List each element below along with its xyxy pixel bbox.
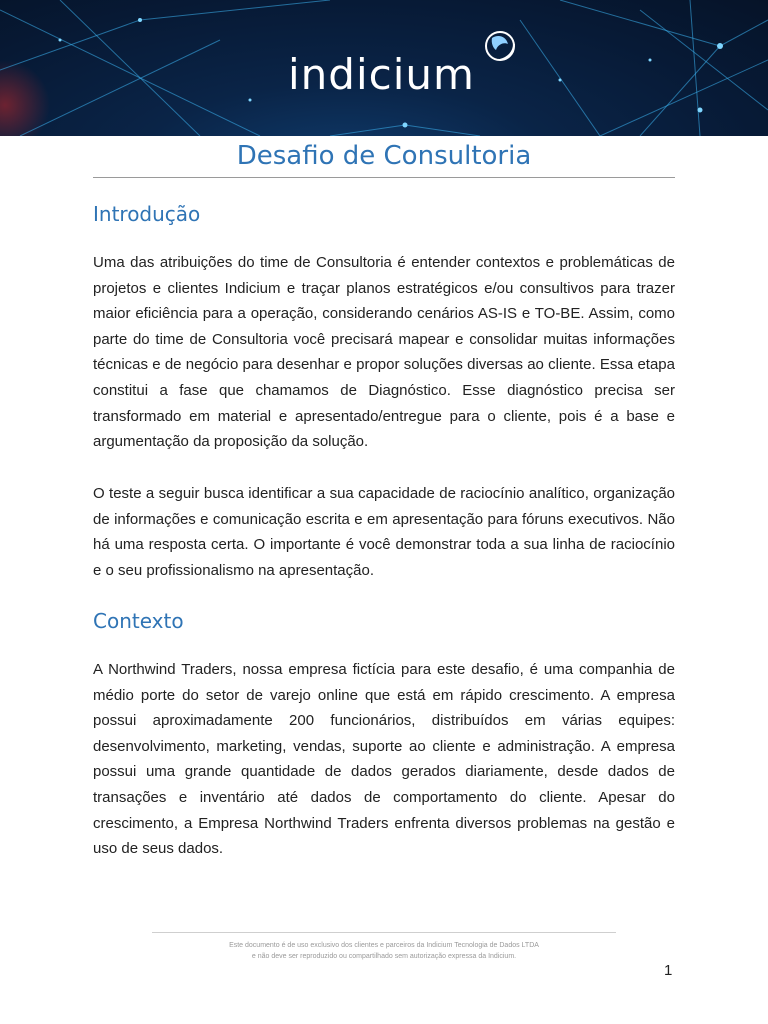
page-number: 1: [664, 962, 673, 979]
footer-line: e não deve ser reproduzido ou compartilhado sem autorização expressa da Indicium.: [251, 953, 517, 960]
logo-globe-icon: [478, 24, 522, 68]
footer-disclaimer: [152, 940, 616, 962]
paragraph: O teste a seguir busca identificar a sua capacidade de raciocínio analítico, organização de informações e comunicação escrita e em apresentação para fóruns executivos. Não há uma resposta certa. O importante é você demonstrar toda a sua linha de raciocínio e o seu profissionalismo na apresentação.: [93, 485, 675, 579]
section-heading-introducao: Introdução: [93, 202, 201, 226]
section-heading-contexto: Contexto: [93, 609, 184, 633]
header-banner: [0, 0, 768, 136]
footer-divider: [152, 932, 616, 933]
paragraph: Uma das atribuições do time de Consultoria é entender contextos e problemáticas de projetos e clientes Indicium e traçar planos estratégicos e/ou consultivos para trazer maior eficiência para a operação, considerando cenários AS-IS e TO-BE. Assim, como parte do time de Consultoria você precisará mapear e consolidar muitas informações técnicas e de negócio para desenhar e propor soluções diversas ao cliente. Essa etapa constitui a fase que chamamos de Diagnóstico. Esse diagnóstico precisa ser transformado em material e apresentado/entregue para o cliente, pois é a base e argumentação da proposição da solução.: [93, 254, 675, 451]
logo-wordmark: indicium: [288, 50, 475, 99]
title-divider: [93, 177, 675, 178]
footer-line: Este documento é de uso exclusivo dos clientes e parceiros da Indicium Tecnologia de Dados LTDA: [229, 942, 539, 949]
indicium-logo: [288, 44, 475, 100]
document-title: Desafio de Consultoria: [236, 141, 532, 171]
paragraph: A Northwind Traders, nossa empresa fictícia para este desafio, é uma companhia de médio porte do setor de varejo online que está em rápido crescimento. A empresa possui aproximadamente 200 funcionários, distribuídos em várias equipes: desenvolvimento, marketing, vendas, suporte ao cliente e administração. A empresa possui uma grande quantidade de dados gerados diariamente, desde dados de transações e inventário até dados de comportamento do cliente. Apesar do crescimento, a Empresa Northwind Traders enfrenta diversos problemas na gestão e uso de seus dados.: [93, 661, 675, 858]
